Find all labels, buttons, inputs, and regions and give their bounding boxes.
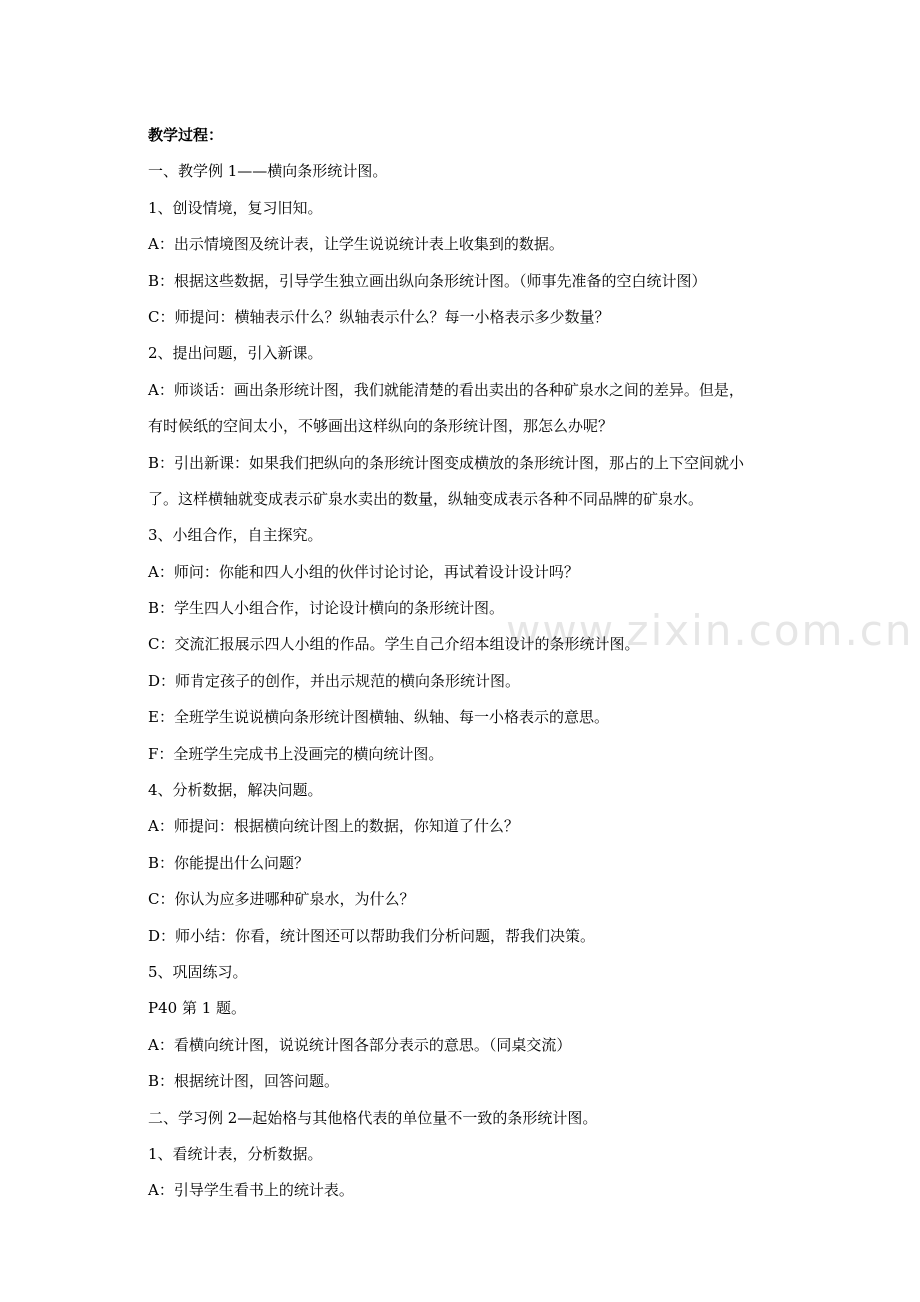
text-line: A：师谈话：画出条形统计图，我们就能清楚的看出卖出的各种矿泉水之间的差异。但是， [148, 380, 744, 399]
text-line: C：师提问：横轴表示什么？纵轴表示什么？每一小格表示多少数量？ [148, 307, 610, 326]
watermark: www.zixin.com.cn [506, 606, 914, 655]
text-line: 5、巩固练习。 [148, 962, 248, 981]
text-line: A：出示情境图及统计表，让学生说说统计表上收集到的数据。 [148, 235, 564, 254]
text-line: B：你能提出什么问题？ [148, 853, 310, 872]
text-line: D：师肯定孩子的创作，并出示规范的横向条形统计图。 [148, 671, 521, 690]
text-line: 3、小组合作，自主探究。 [148, 526, 323, 545]
text-line: B：根据统计图，回答问题。 [148, 1072, 340, 1091]
text-line: B：学生四人小组合作，讨论设计横向的条形统计图。 [148, 599, 505, 618]
section-heading: 教学过程： [148, 126, 224, 144]
text-line: 1、看统计表，分析数据。 [148, 1144, 323, 1163]
text-line: 二、学习例 2—起始格与其他格代表的单位量不一致的条形统计图。 [148, 1108, 598, 1127]
text-line: C：你认为应多进哪种矿泉水，为什么？ [148, 890, 415, 909]
text-line: E：全班学生说说横向条形统计图横轴、纵轴、每一小格表示的意思。 [148, 708, 609, 727]
text-line: B：根据这些数据，引导学生独立画出纵向条形统计图。（师事先准备的空白统计图） [148, 271, 707, 290]
text-line: 了。这样横轴就变成表示矿泉水卖出的数量，纵轴变成表示各种不同品牌的矿泉水。 [148, 489, 704, 508]
text-line: P40 第 1 题。 [148, 999, 247, 1018]
text-line: A：师提问：根据横向统计图上的数据，你知道了什么？ [148, 817, 519, 836]
text-line: B：引出新课：如果我们把纵向的条形统计图变成横放的条形统计图，那占的上下空间就小 [148, 453, 745, 472]
text-line: A：引导学生看书上的统计表。 [148, 1181, 354, 1200]
document-body [148, 117, 788, 1209]
text-line: 一、教学例 1——横向条形统计图。 [148, 162, 388, 181]
text-line: A：师问：你能和四人小组的伙伴讨论讨论，再试着设计设计吗？ [148, 562, 579, 581]
text-line: C：交流汇报展示四人小组的作品。学生自己介绍本组设计的条形统计图。 [148, 635, 640, 654]
text-line: F：全班学生完成书上没画完的横向统计图。 [148, 744, 444, 763]
text-line: 4、分析数据，解决问题。 [148, 781, 323, 800]
text-line: 1、创设情境，复习旧知。 [148, 198, 323, 217]
text-line: 2、提出问题，引入新课。 [148, 344, 323, 363]
text-line: 有时候纸的空间太小，不够画出这样纵向的条形统计图，那怎么办呢？ [148, 417, 614, 436]
text-line: D：师小结：你看，统计图还可以帮助我们分析问题，帮我们决策。 [148, 926, 596, 945]
text-line: A：看横向统计图，说说统计图各部分表示的意思。（同桌交流） [148, 1035, 572, 1054]
